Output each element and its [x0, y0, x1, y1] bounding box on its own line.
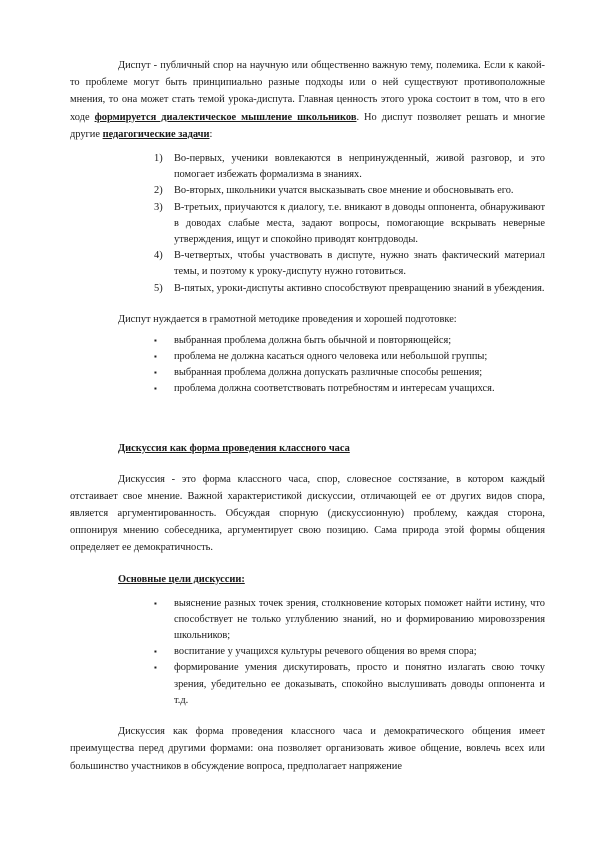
requirements-list	[70, 333, 545, 398]
bullet-icon: ▪	[154, 368, 157, 378]
list-item-number: 5)	[154, 282, 163, 294]
list-item-text: выяснение разных точек зрения, столкновение которых поможет найти истину, что способствует не только углублению знаний, но и формированию мировоззрения школьников;	[174, 597, 545, 642]
intro-text-start: Диспут - публичный спор на научную или общественно важную тему, полемика. Если к какой-то проблеме могут быть принципиально разные подходы или о ней существуют противоположные мнения, то она может стать темой урока-диспута. Главная ценность этого урока состоит в том, что в его ходе	[70, 60, 545, 123]
discussion-paragraph: Дискуссия - это форма классного часа, спор, словесное состязание, в котором каждый отстаивает свое мнение. Важной характеристикой дискуссии, отличающей ее от других видов спора, является аргументированность. Обсуждая спорную (дискуссионную) проблему, каждая сторона, оппонируя мнению собеседника, аргументирует свою позицию. Сама природа этой формы общения определяет ее демократичность.	[70, 473, 545, 554]
section-heading: Дискуссия как форма проведения классного часа	[118, 442, 350, 454]
bullet-icon: ▪	[154, 335, 157, 345]
list-item-text: выбранная проблема должна допускать различные способы решения;	[174, 367, 483, 379]
intro-emphasis-tasks: педагогические задачи	[102, 128, 210, 140]
list-item-text: В-третьих, приучаются к диалогу, т.е. вникают в доводы оппонента, обнаруживают в доводах слабые места, задают вопросы, помогающие вскрывать неверные утверждения, ищут и спокойно приводят контрдоводы.	[174, 201, 545, 246]
list-item	[154, 644, 545, 660]
list-item-text: проблема не должна касаться одного человека или небольшой группы;	[174, 351, 488, 363]
list-item-text: Во-вторых, школьники учатся высказывать свое мнение и обосновывать его.	[174, 185, 514, 197]
list-item	[154, 183, 545, 199]
list-item-text: Во-первых, ученики вовлекаются в непринужденный, живой разговор, и это помогает избежать формализма в знаниях.	[174, 153, 545, 181]
list-item	[154, 365, 545, 381]
intro-paragraph	[70, 57, 545, 143]
preparation-paragraph: Диспут нуждается в грамотной методике проведения и хорошей подготовке:	[118, 313, 457, 325]
list-item-number: 4)	[154, 250, 163, 262]
list-item-number: 1)	[154, 153, 163, 165]
goals-list	[70, 596, 545, 709]
list-item	[154, 381, 545, 397]
list-item	[154, 281, 545, 297]
list-item-text: проблема должна соответствовать потребностям и интересам учащихся.	[174, 383, 495, 395]
list-item-text: выбранная проблема должна быть обычной и повторяющейся;	[174, 334, 452, 346]
advantages-paragraph: Дискуссия как форма проведения классного часа и демократического общения имеет преимущества перед другими формами: она позволяет организовать живое общение, вовлечь всех или большинство участников в обсуждение вопроса, предполагает напряжение	[70, 726, 545, 772]
bullet-icon: ▪	[154, 352, 157, 362]
bullet-icon: ▪	[154, 598, 157, 608]
list-item-text: формирование умения дискутировать, просто и понятно излагать свою точку зрения, убедительно ее доказывать, спокойно выслушивать доводы оппонента и т.д.	[174, 662, 545, 706]
list-item	[154, 200, 545, 249]
bullet-icon: ▪	[154, 663, 157, 673]
list-item	[154, 660, 545, 709]
reasons-list	[70, 151, 545, 297]
list-item-text: В-пятых, уроки-диспуты активно способствуют превращению знаний в убеждения.	[174, 282, 545, 294]
intro-text-end: :	[209, 128, 213, 140]
intro-text-middle: . Но диспут позволяет решать и многие другие	[70, 111, 545, 140]
list-item-text: воспитание у учащихся культуры речевого общения во время спора;	[174, 646, 477, 658]
list-item-number: 3)	[154, 201, 163, 213]
list-item-text: В-четвертых, чтобы участвовать в диспуте, нужно знать фактический материал темы, и поэтому к уроку-диспуту нужно готовиться.	[174, 250, 545, 278]
list-item	[154, 333, 545, 349]
bullet-icon: ▪	[154, 647, 157, 657]
list-item	[154, 596, 545, 645]
intro-emphasis-thinking: формируется диалектическое мышление школьников	[94, 111, 357, 123]
list-item	[154, 248, 545, 280]
list-item	[154, 349, 545, 365]
list-item	[154, 151, 545, 183]
list-item-number: 2)	[154, 185, 163, 197]
bullet-icon: ▪	[154, 384, 157, 394]
goals-title: Основные цели дискуссии:	[118, 573, 245, 585]
